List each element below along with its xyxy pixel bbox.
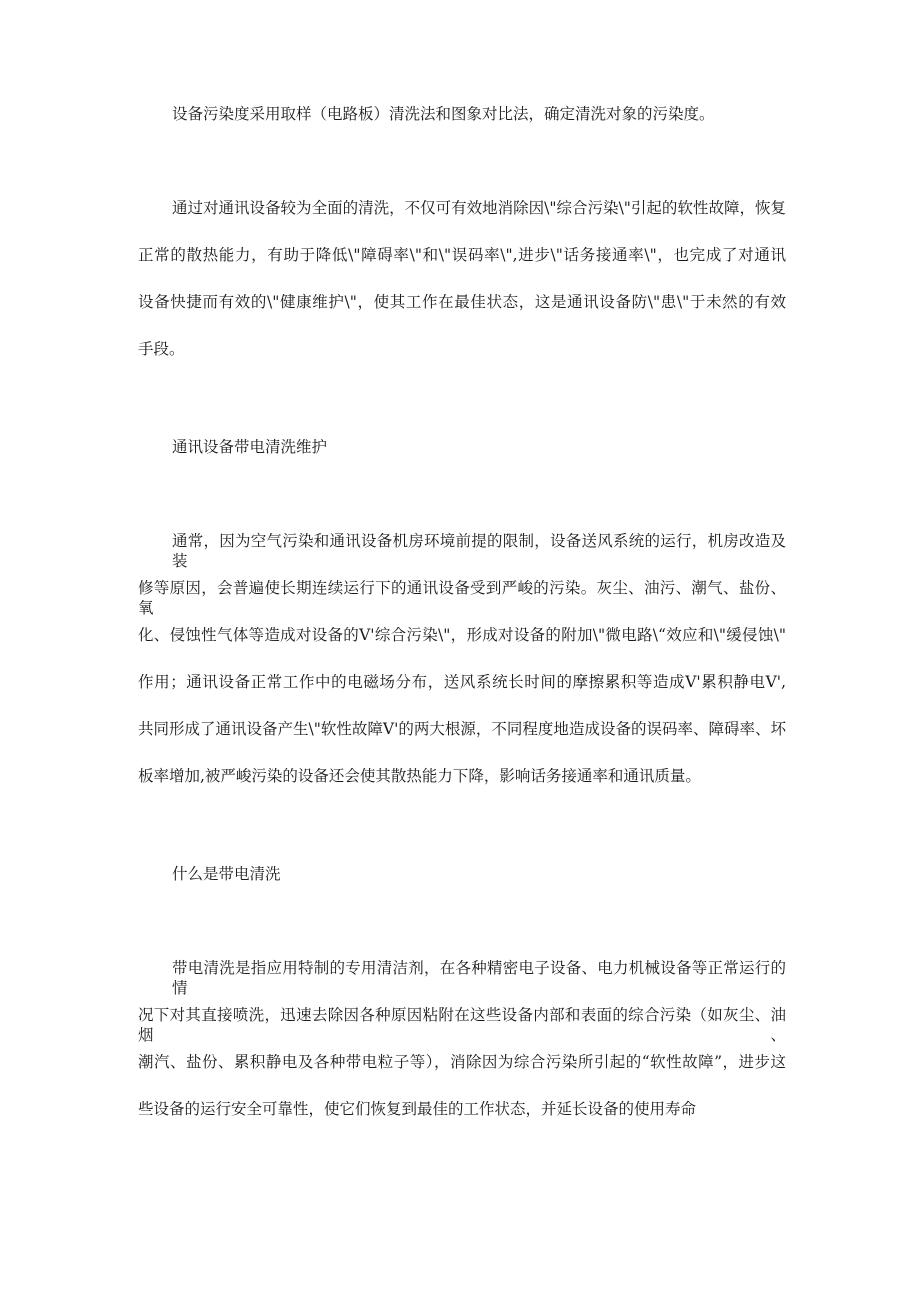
- paragraph-line: 修等原因，会普遍使长期连续运行下的通讯设备受到严峻的污染。灰尘、油污、潮气、盐份、氧: [138, 579, 786, 617]
- paragraph-line: 设备快捷而有效的\"健康维护\"，使其工作在最佳状态，这是通讯设备防\"患\"于未然的有效: [138, 293, 786, 311]
- paragraph-line: 带电清洗是指应用特制的专用清洁剂，在各种精密电子设备、电力机械设备等正常运行的情: [172, 959, 786, 997]
- paragraph-line: 作用；通讯设备正常工作中的电磁场分布，送风系统长时间的摩擦累积等造成V'累积静电V',: [138, 673, 786, 691]
- paragraph-line: 共同形成了通讯设备产生\"软性故障V'的两大根源，不同程度地造成设备的误码率、障碍率、坏: [138, 720, 786, 738]
- paragraph-line: 化、侵蚀性气体等造成对设备的V'综合污染\"，形成对设备的附加\"微电路\“效应和\"缓侵蚀\": [138, 626, 786, 644]
- heading-text: 通讯设备带电清洗维护: [172, 438, 328, 456]
- paragraph-line: 通常，因为空气污染和通讯设备机房环境前提的限制，设备送风系统的运行，机房改造及装: [172, 532, 786, 570]
- paragraph-line: 设备污染度采用取样（电路板）清洗法和图象对比法，确定清洗对象的污染度。: [172, 105, 715, 123]
- heading-text: 什么是带电清洗: [172, 865, 281, 883]
- paragraph-line: 正常的散热能力，有助于降低\"障碍率\"和\"误码率\",进步\"话务接通率\"，也完成了对通讯: [138, 246, 786, 264]
- paragraph-line: 些设备的运行安全可靠性，使它们恢复到最佳的工作状态，并延长设备的使用寿命: [138, 1100, 697, 1118]
- paragraph-line: 通过对通讯设备较为全面的清洗，不仅可有效地消除因\"综合污染\"引起的软性故障，恢复: [172, 199, 786, 217]
- paragraph-line: 板率增加,被严峻污染的设备还会使其散热能力下降，影响话务接通率和通讯质量。: [138, 767, 701, 785]
- paragraph-line: 手段。: [138, 340, 185, 358]
- paragraph-line: 况下对其直接喷洗，迅速去除因各种原因粘附在这些设备内部和表面的综合污染（如灰尘、油烟、: [138, 1006, 786, 1044]
- paragraph-line: 潮汽、盐份、累积静电及各种带电粒子等），消除因为综合污染所引起的“软性故障”，进步这: [138, 1053, 786, 1071]
